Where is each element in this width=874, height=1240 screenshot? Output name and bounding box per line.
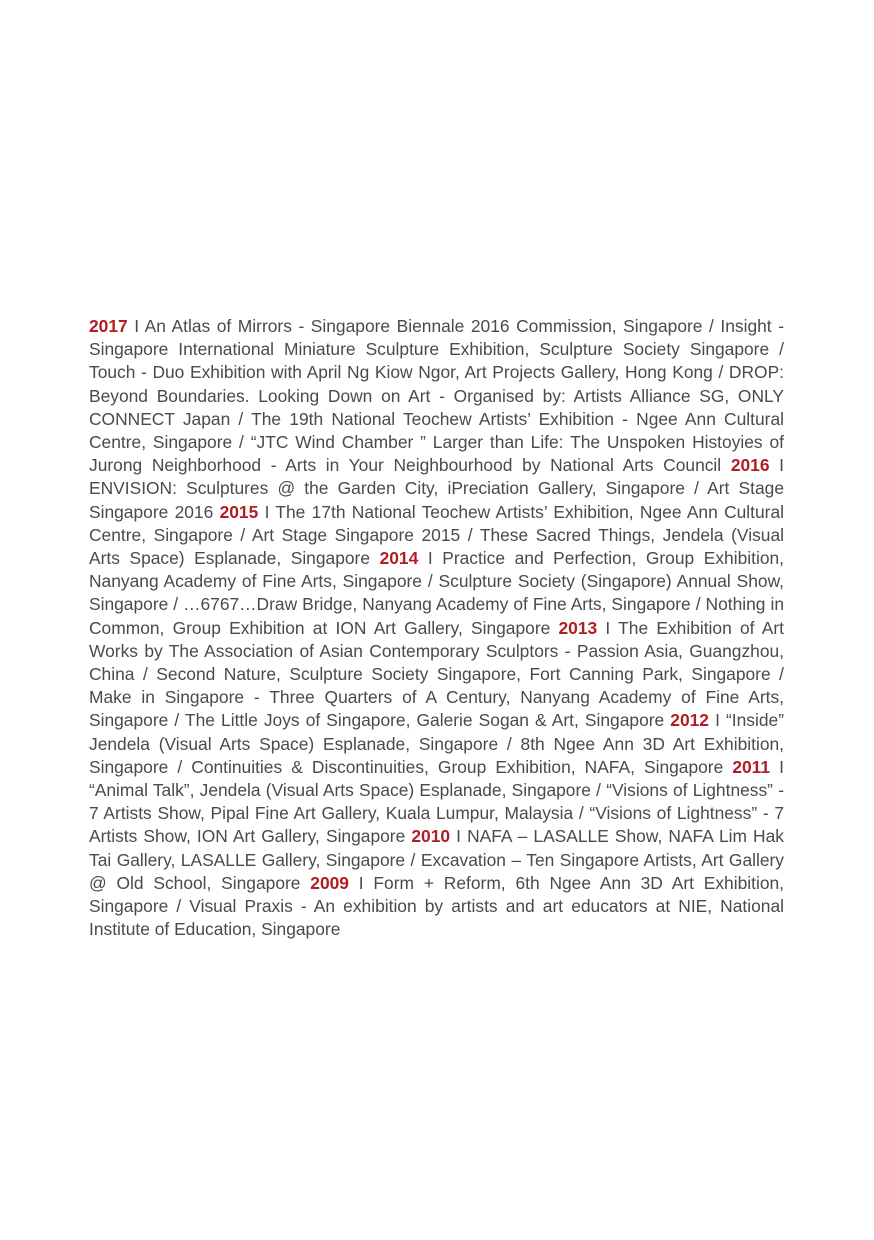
entry-text: I ENVISION: Sculptures @ the Garden City, iPreciation Gallery, Singapore / Art Stage Singapore 2016	[89, 455, 785, 522]
year-label: 2015	[219, 501, 259, 522]
entry-text: I An Atlas of Mirrors - Singapore Biennale 2016 Commission, Singapore / Insight - Singapore International Miniature Sculpture Exhibition, Sculpture Society Singapore / Touch - Duo Exhibition with April Ng Kiow Ngor, Art Projects Gallery, Hong Kong / DROP: Beyond Boundaries. Looking Down on Art - Organised by: Artists Alliance SG, ONLY CONNECT Japan / The 19th National Teochew Artists’ Exhibition - Ngee Ann Cultural Centre, Singapore / “JTC Wind Chamber ” Larger than Life: The Unspoken Histoyies of Jurong Neighborhood - Arts in Your Neighbourhood by National Arts Council	[89, 316, 784, 476]
entry-text: I “Inside” Jendela (Visual Arts Space) Esplanade, Singapore / 8th Ngee Ann 3D Art Exhibition, Singapore / Continuities & Discontinuities, Group Exhibition, NAFA, Singapore	[89, 710, 784, 777]
entry-text: I “Animal Talk”, Jendela (Visual Arts Space) Esplanade, Singapore / “Visions of Lightness” - 7 Artists Show, Pipal Fine Art Gallery, Kuala Lumpur, Malaysia / “Visions of Lightness” - 7 Artists Show, ION Art Gallery, Singapore	[89, 756, 784, 847]
year-label: 2009	[310, 872, 349, 893]
year-label: 2014	[379, 548, 419, 569]
year-label: 2013	[558, 617, 598, 638]
year-label: 2011	[732, 756, 771, 777]
exhibition-history-paragraph	[89, 315, 784, 941]
year-label: 2012	[670, 710, 709, 731]
year-label: 2010	[411, 826, 451, 847]
year-label: 2016	[730, 455, 770, 476]
entry-text: I The Exhibition of Art Works by The Association of Asian Contemporary Sculptors - Passion Asia, Guangzhou, China / Second Nature, Sculpture Society Singapore, Fort Canning Park, Singapore / Make in Singapore - Three Quarters of A Century, Nanyang Academy of Fine Arts, Singapore / The Little Joys of Singapore, Galerie Sogan & Art, Singapore	[89, 617, 784, 731]
entry-text: I The 17th National Teochew Artists’ Exhibition, Ngee Ann Cultural Centre, Singapore / Art Stage Singapore 2015 / These Sacred Things, Jendela (Visual Arts Space) Esplanade, Singapore	[89, 501, 784, 569]
year-label: 2017	[89, 316, 128, 336]
entry-text: I NAFA – LASALLE Show, NAFA Lim Hak Tai Gallery, LASALLE Gallery, Singapore / Excavation – Ten Singapore Artists, Art Gallery @ Old School, Singapore	[89, 826, 784, 893]
entry-text: I Form + Reform, 6th Ngee Ann 3D Art Exhibition, Singapore / Visual Praxis - An exhibition by artists and art educators at NIE, National Institute of Education, Singapore	[89, 872, 784, 940]
entry-text: I Practice and Perfection, Group Exhibition, Nanyang Academy of Fine Arts, Singapore / Sculpture Society (Singapore) Annual Show, Singapore / …6767…Draw Bridge, Nanyang Academy of Fine Arts, Singapore / Nothing in Common, Group Exhibition at ION Art Gallery, Singapore	[89, 548, 784, 638]
